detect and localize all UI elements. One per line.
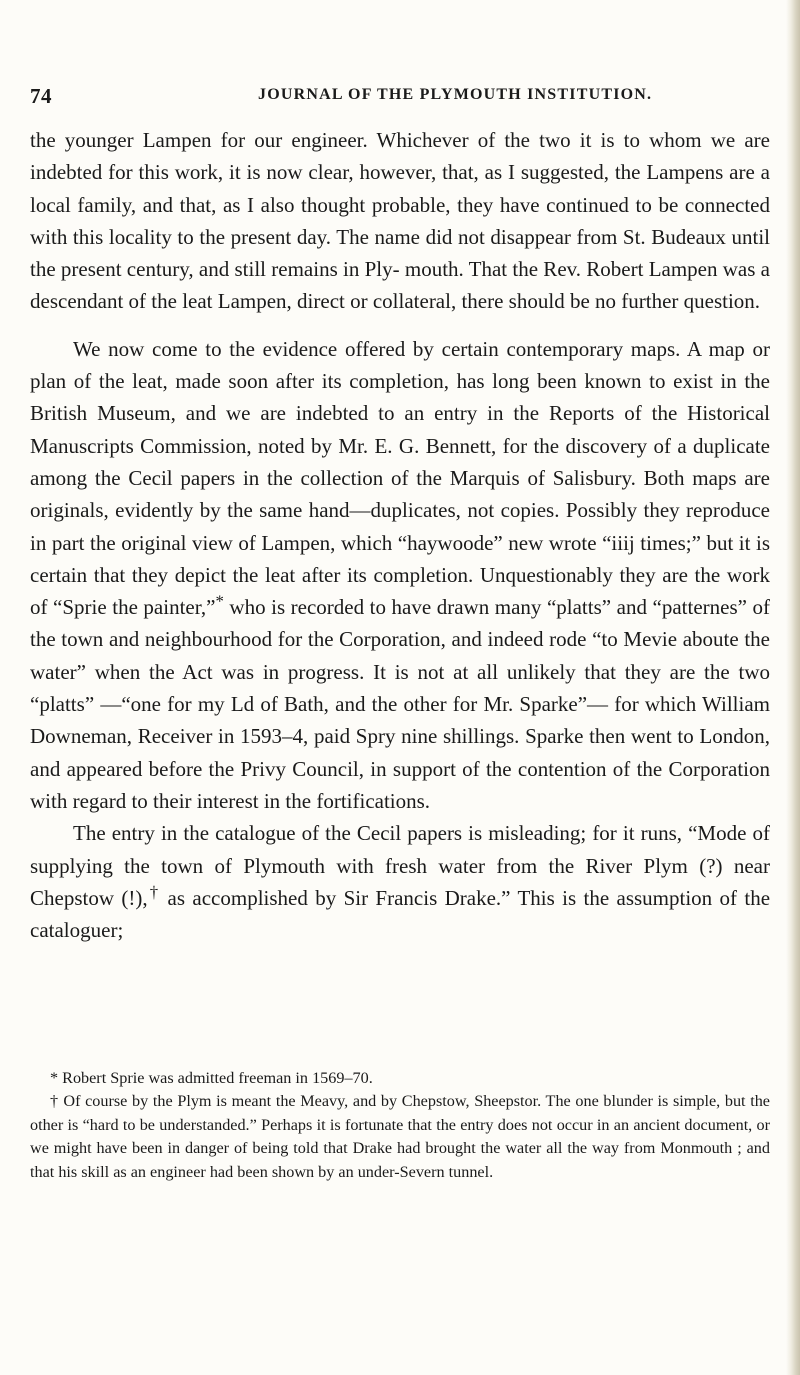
footnote-marker-dagger: † [147, 882, 161, 902]
footnotes [30, 1067, 770, 1184]
paragraph-2-text-a: We now come to the evidence offered by certain contemporary maps. A map or plan of the leat, made soon after its completion, has long been known to exist in the British Museum, and we are indebted to an entry in the Reports of the Historical Manuscripts Commission, noted by Mr. E. G. Bennett, for the discovery of a duplicate among the Cecil papers in the collection of the Marquis of Salisbury. Both maps are originals, evidently by the same hand—duplicates, not copies. Possibly they reproduce in part the original view of Lampen, which “haywoode” new wrote “iiij times;” but it is certain that they depict the leat after its completion. Unquestionably they are the work of “Sprie the painter,” [30, 336, 770, 620]
paragraph-3 [30, 817, 770, 946]
page-edge-shadow [786, 0, 800, 1375]
paragraph-1: the younger Lampen for our engineer. Whichever of the two it is to whom we are indebted for this work, it is now clear, however, that, as I suggested, the Lampens are a local family, and that, as I also thought probable, they have continued to be connected with this locality to the present day. The name did not disappear from St. Budeaux until the present century, and still remains in Ply- mouth. That the Rev. Robert Lampen was a descendant of the leat Lampen, direct or collateral, there should be no further question. [30, 128, 770, 314]
page-number: 74 [30, 84, 52, 108]
paragraph-3-text-a: The entry in the catalogue of the Cecil papers is misleading; for it runs, “Mode of supplying the town of Plymouth with fresh water from the River Plym (?) near Chepstow (!), [30, 821, 770, 910]
footnote-marker-asterisk: * [215, 591, 224, 611]
paragraph-3-text-b: as accomplished by Sir Francis Drake.” This is the assumption of the cataloguer; [30, 885, 771, 943]
paragraph-2-text-b: who is recorded to have drawn many “platts” and “patternes” of the town and neighbourhood for the Corporation, and indeed rode “to Mevie aboute the water” when the Act was in progress. It is not at all unlikely that they are the two “platts” —“one for my Ld of Bath, and the other for Mr. Sparke”— for which William Downeman, Receiver in 1593–4, paid Spry nine shillings. Sparke then went to London, and appeared before the Privy Council, in support of the contention of the Corporation with regard to their interest in the fortifications. [30, 595, 770, 813]
running-head: JOURNAL OF THE PLYMOUTH INSTITUTION. [258, 86, 653, 103]
paragraph-2 [30, 333, 770, 817]
page-header [0, 84, 800, 114]
footnote-1: * Robert Sprie was admitted freeman in 1569–70. [50, 1069, 373, 1087]
footnote-2: † Of course by the Plym is meant the Meavy, and by Chepstow, Sheepstor. The one blunder is simple, but the other is “hard to be understanded.” Perhaps it is fortunate that the entry does not occur in an ancient document, or we might have been in danger of being told that Drake had brought the water all the way from Monmouth ; and that his skill as an engineer had been shown by an under-Severn tunnel. [30, 1092, 770, 1181]
body-text [30, 124, 770, 946]
